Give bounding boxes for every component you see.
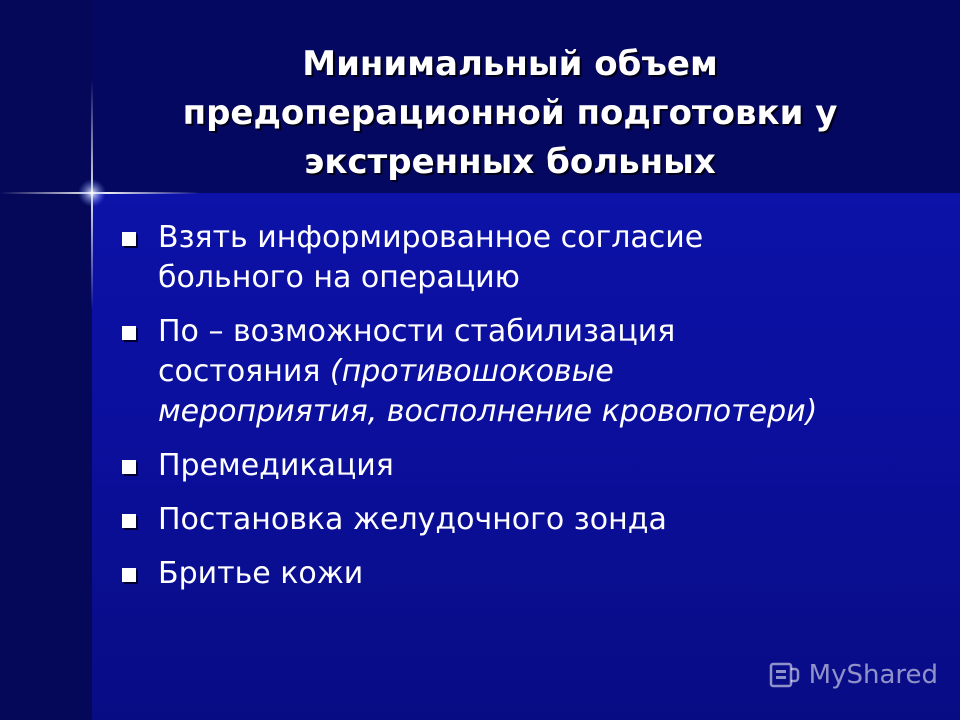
- left-band: [0, 0, 92, 720]
- mug-icon: [767, 658, 801, 692]
- bullet-item: [120, 446, 910, 486]
- bullet-text: Постановка желудочного зонда: [158, 502, 667, 537]
- title-line: Минимальный объем: [302, 44, 718, 84]
- bullet-text-italic: мероприятия, восполнение кровопотери): [158, 394, 818, 429]
- bullet-item: [120, 554, 910, 594]
- bullet-item: [120, 312, 910, 432]
- bullet-item: [120, 500, 910, 540]
- title-line: экстренных больных: [304, 142, 716, 182]
- watermark: [767, 658, 938, 692]
- title-line: предоперационной подготовки у: [182, 93, 838, 133]
- bullet-text: Взять информированное согласие: [158, 220, 704, 255]
- bullet-text-italic: (противошоковые: [329, 354, 614, 389]
- bullet-text: По – возможности стабилизация: [158, 314, 676, 349]
- watermark-text: MyShared: [808, 660, 938, 690]
- slide-title: [100, 40, 920, 187]
- bullet-text: Премедикация: [158, 448, 394, 483]
- square-bullet-icon: [122, 568, 136, 582]
- square-bullet-icon: [122, 460, 136, 474]
- square-bullet-icon: [122, 232, 136, 246]
- bullet-text: состояния: [158, 354, 330, 389]
- square-bullet-icon: [122, 326, 136, 340]
- square-bullet-icon: [122, 514, 136, 528]
- bullet-text-line: [158, 352, 910, 392]
- bullet-text: больного на операцию: [158, 260, 520, 295]
- bullet-list: [120, 218, 910, 608]
- bullet-text: Бритье кожи: [158, 556, 364, 591]
- bullet-item: [120, 218, 910, 298]
